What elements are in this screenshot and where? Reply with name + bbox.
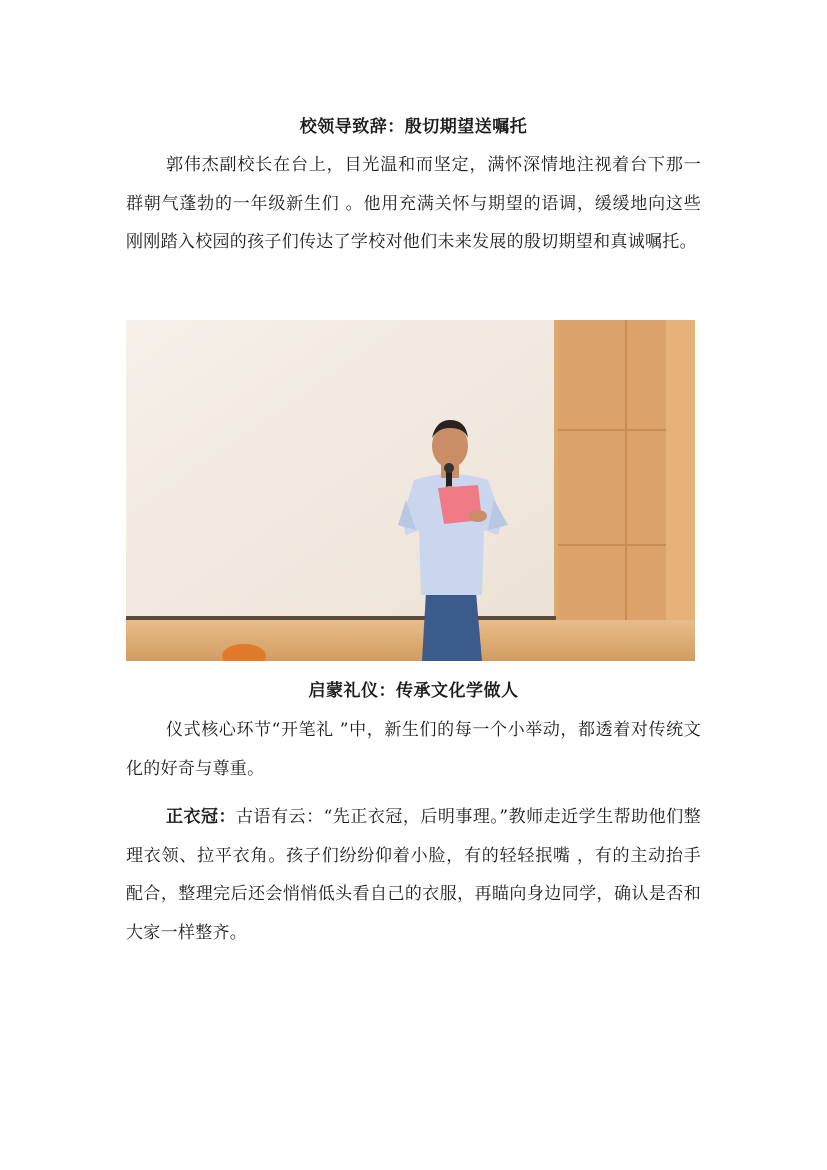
speaker-photo xyxy=(126,320,695,661)
paragraph-body: 古语有云：“先正衣冠，后明事理。”教师走近学生帮助他们整理衣领、拉平衣角。孩子们纷纷仰着小脸，有的轻轻抿嘴 ，有的主动抬手配合，整理完后还会悄悄低头看自己的衣服，再瞄向身边同学，确认是否和大家一样整齐。 xyxy=(126,807,702,943)
projection-screen xyxy=(126,320,554,618)
paragraph-straighten-clothes xyxy=(126,798,701,952)
wood-panels xyxy=(558,320,695,661)
stage-floor xyxy=(126,620,695,661)
screen-bar xyxy=(126,616,556,620)
paragraph-principal-speech: 郭伟杰副校长在台上，目光温和而坚定，满怀深情地注视着台下那一群朝气蓬勃的一年级新生们 。他用充满关怀与期望的语调，缓缓地向这些刚刚踏入校园的孩子们传达了学校对他们未来发展的殷切期望和真诚嘱托。 xyxy=(126,155,701,252)
section-heading-principal-speech: 校领导致辞：殷切期望送嘱托 xyxy=(299,117,528,137)
speaker-photo-image xyxy=(126,320,695,661)
paragraph-lead-label: 正衣冠： xyxy=(166,807,237,827)
paragraph-opening-ceremony: 仪式核心环节“开笔礼 ”中，新生们的每一个小举动，都透着对传统文化的好奇与尊重。 xyxy=(126,720,701,779)
section-heading-enlightenment-ceremony: 启蒙礼仪：传承文化学做人 xyxy=(308,681,519,701)
